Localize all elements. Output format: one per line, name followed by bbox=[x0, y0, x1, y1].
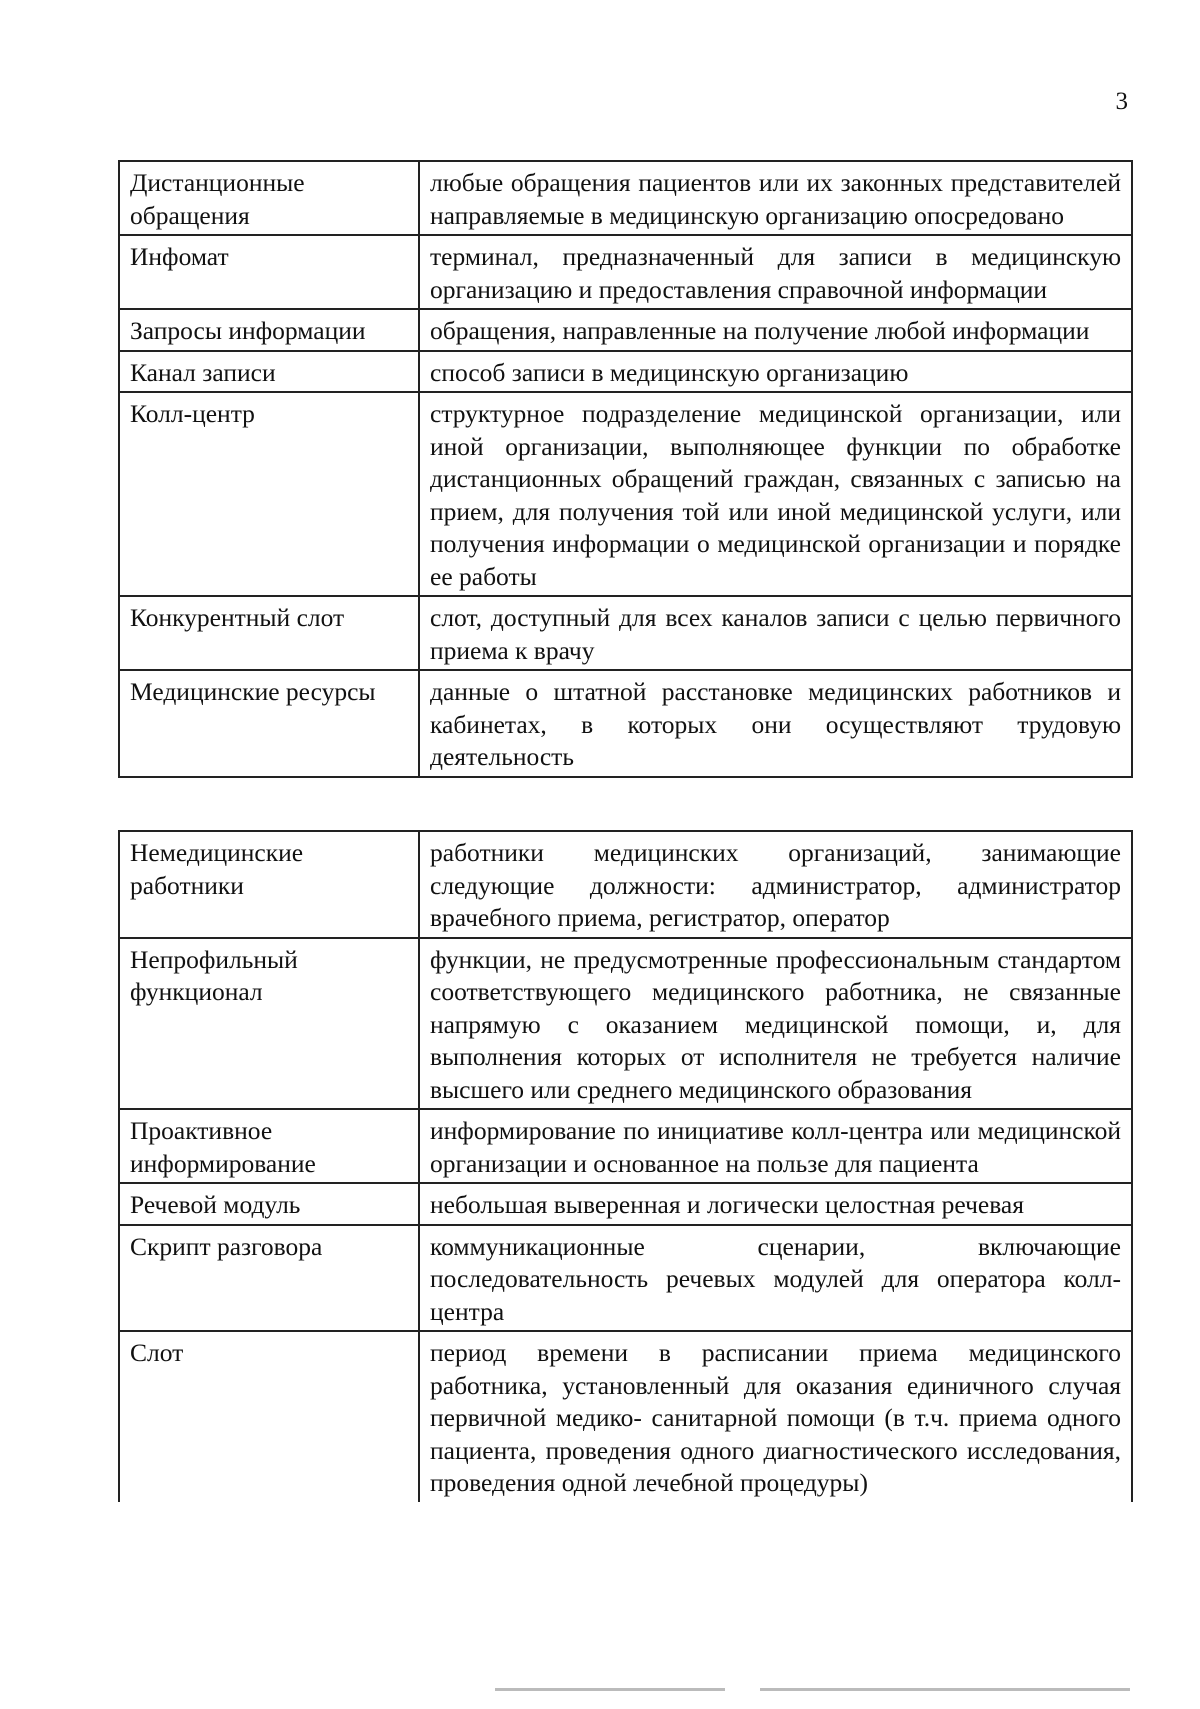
definition-cell: терминал, предназначенный для записи в медицинскую организацию и предоставления справочной информации bbox=[419, 235, 1132, 309]
scan-artifact-line bbox=[495, 1688, 725, 1691]
terms-table-part1 bbox=[118, 160, 1133, 778]
term-cell: Канал записи bbox=[119, 351, 419, 393]
table-row bbox=[119, 1109, 1132, 1183]
table-row bbox=[119, 831, 1132, 938]
term-cell: Непрофильный функционал bbox=[119, 938, 419, 1110]
definition-cell: слот, доступный для всех каналов записи с целью первичного приема к врачу bbox=[419, 596, 1132, 670]
table-row bbox=[119, 392, 1132, 596]
definition-cell: период времени в расписании приема медицинского работника, установленный для оказания единичного случая первичной медико- санитарной помощи (в т.ч. приема одного пациента, проведения одного диагностического исследования, проведения одной лечебной процедуры) bbox=[419, 1331, 1132, 1502]
scan-artifact-line bbox=[760, 1688, 1130, 1691]
definition-cell: данные о штатной расстановке медицинских работников и кабинетах, в которых они осуществляют трудовую деятельность bbox=[419, 670, 1132, 777]
definition-cell: способ записи в медицинскую организацию bbox=[419, 351, 1132, 393]
table-row bbox=[119, 235, 1132, 309]
table-row bbox=[119, 1183, 1132, 1225]
term-cell: Дистанционные обращения bbox=[119, 161, 419, 235]
terms-table-part2 bbox=[118, 830, 1133, 1502]
term-cell: Речевой модуль bbox=[119, 1183, 419, 1225]
table-row bbox=[119, 161, 1132, 235]
table-row bbox=[119, 938, 1132, 1110]
term-cell: Инфомат bbox=[119, 235, 419, 309]
table-row bbox=[119, 596, 1132, 670]
term-cell: Скрипт разговора bbox=[119, 1225, 419, 1332]
term-cell: Проактивное информирование bbox=[119, 1109, 419, 1183]
definition-cell: небольшая выверенная и логически целостная речевая bbox=[419, 1183, 1132, 1225]
definition-cell: работники медицинских организаций, занимающие следующие должности: администратор, администратор врачебного приема, регистратор, оператор bbox=[419, 831, 1132, 938]
table-row bbox=[119, 309, 1132, 351]
definition-cell: коммуникационные сценарии, включающие последовательность речевых модулей для оператора колл-центра bbox=[419, 1225, 1132, 1332]
table-row bbox=[119, 670, 1132, 777]
term-cell: Колл-центр bbox=[119, 392, 419, 596]
table-row bbox=[119, 351, 1132, 393]
term-cell: Запросы информации bbox=[119, 309, 419, 351]
definition-cell: функции, не предусмотренные профессиональным стандартом соответствующего медицинского работника, не связанные напрямую с оказанием медицинской помощи, и, для выполнения которых от исполнителя не требуется наличие высшего или среднего медицинского образования bbox=[419, 938, 1132, 1110]
page-number: 3 bbox=[1115, 88, 1128, 115]
term-cell: Немедицинские работники bbox=[119, 831, 419, 938]
term-cell: Конкурентный слот bbox=[119, 596, 419, 670]
definition-cell: обращения, направленные на получение любой информации bbox=[419, 309, 1132, 351]
table-row bbox=[119, 1225, 1132, 1332]
definition-cell: информирование по инициативе колл-центра или медицинской организации и основанное на пользе для пациента bbox=[419, 1109, 1132, 1183]
term-cell: Медицинские ресурсы bbox=[119, 670, 419, 777]
definition-cell: любые обращения пациентов или их законных представителей направляемые в медицинскую организацию опосредовано bbox=[419, 161, 1132, 235]
definition-cell: структурное подразделение медицинской организации, или иной организации, выполняющее функции по обработке дистанционных обращений граждан, связанных с записью на прием, для получения той или иной медицинской услуги, или получения информации о медицинской организации и порядке ее работы bbox=[419, 392, 1132, 596]
table-row bbox=[119, 1331, 1132, 1502]
term-cell: Слот bbox=[119, 1331, 419, 1502]
